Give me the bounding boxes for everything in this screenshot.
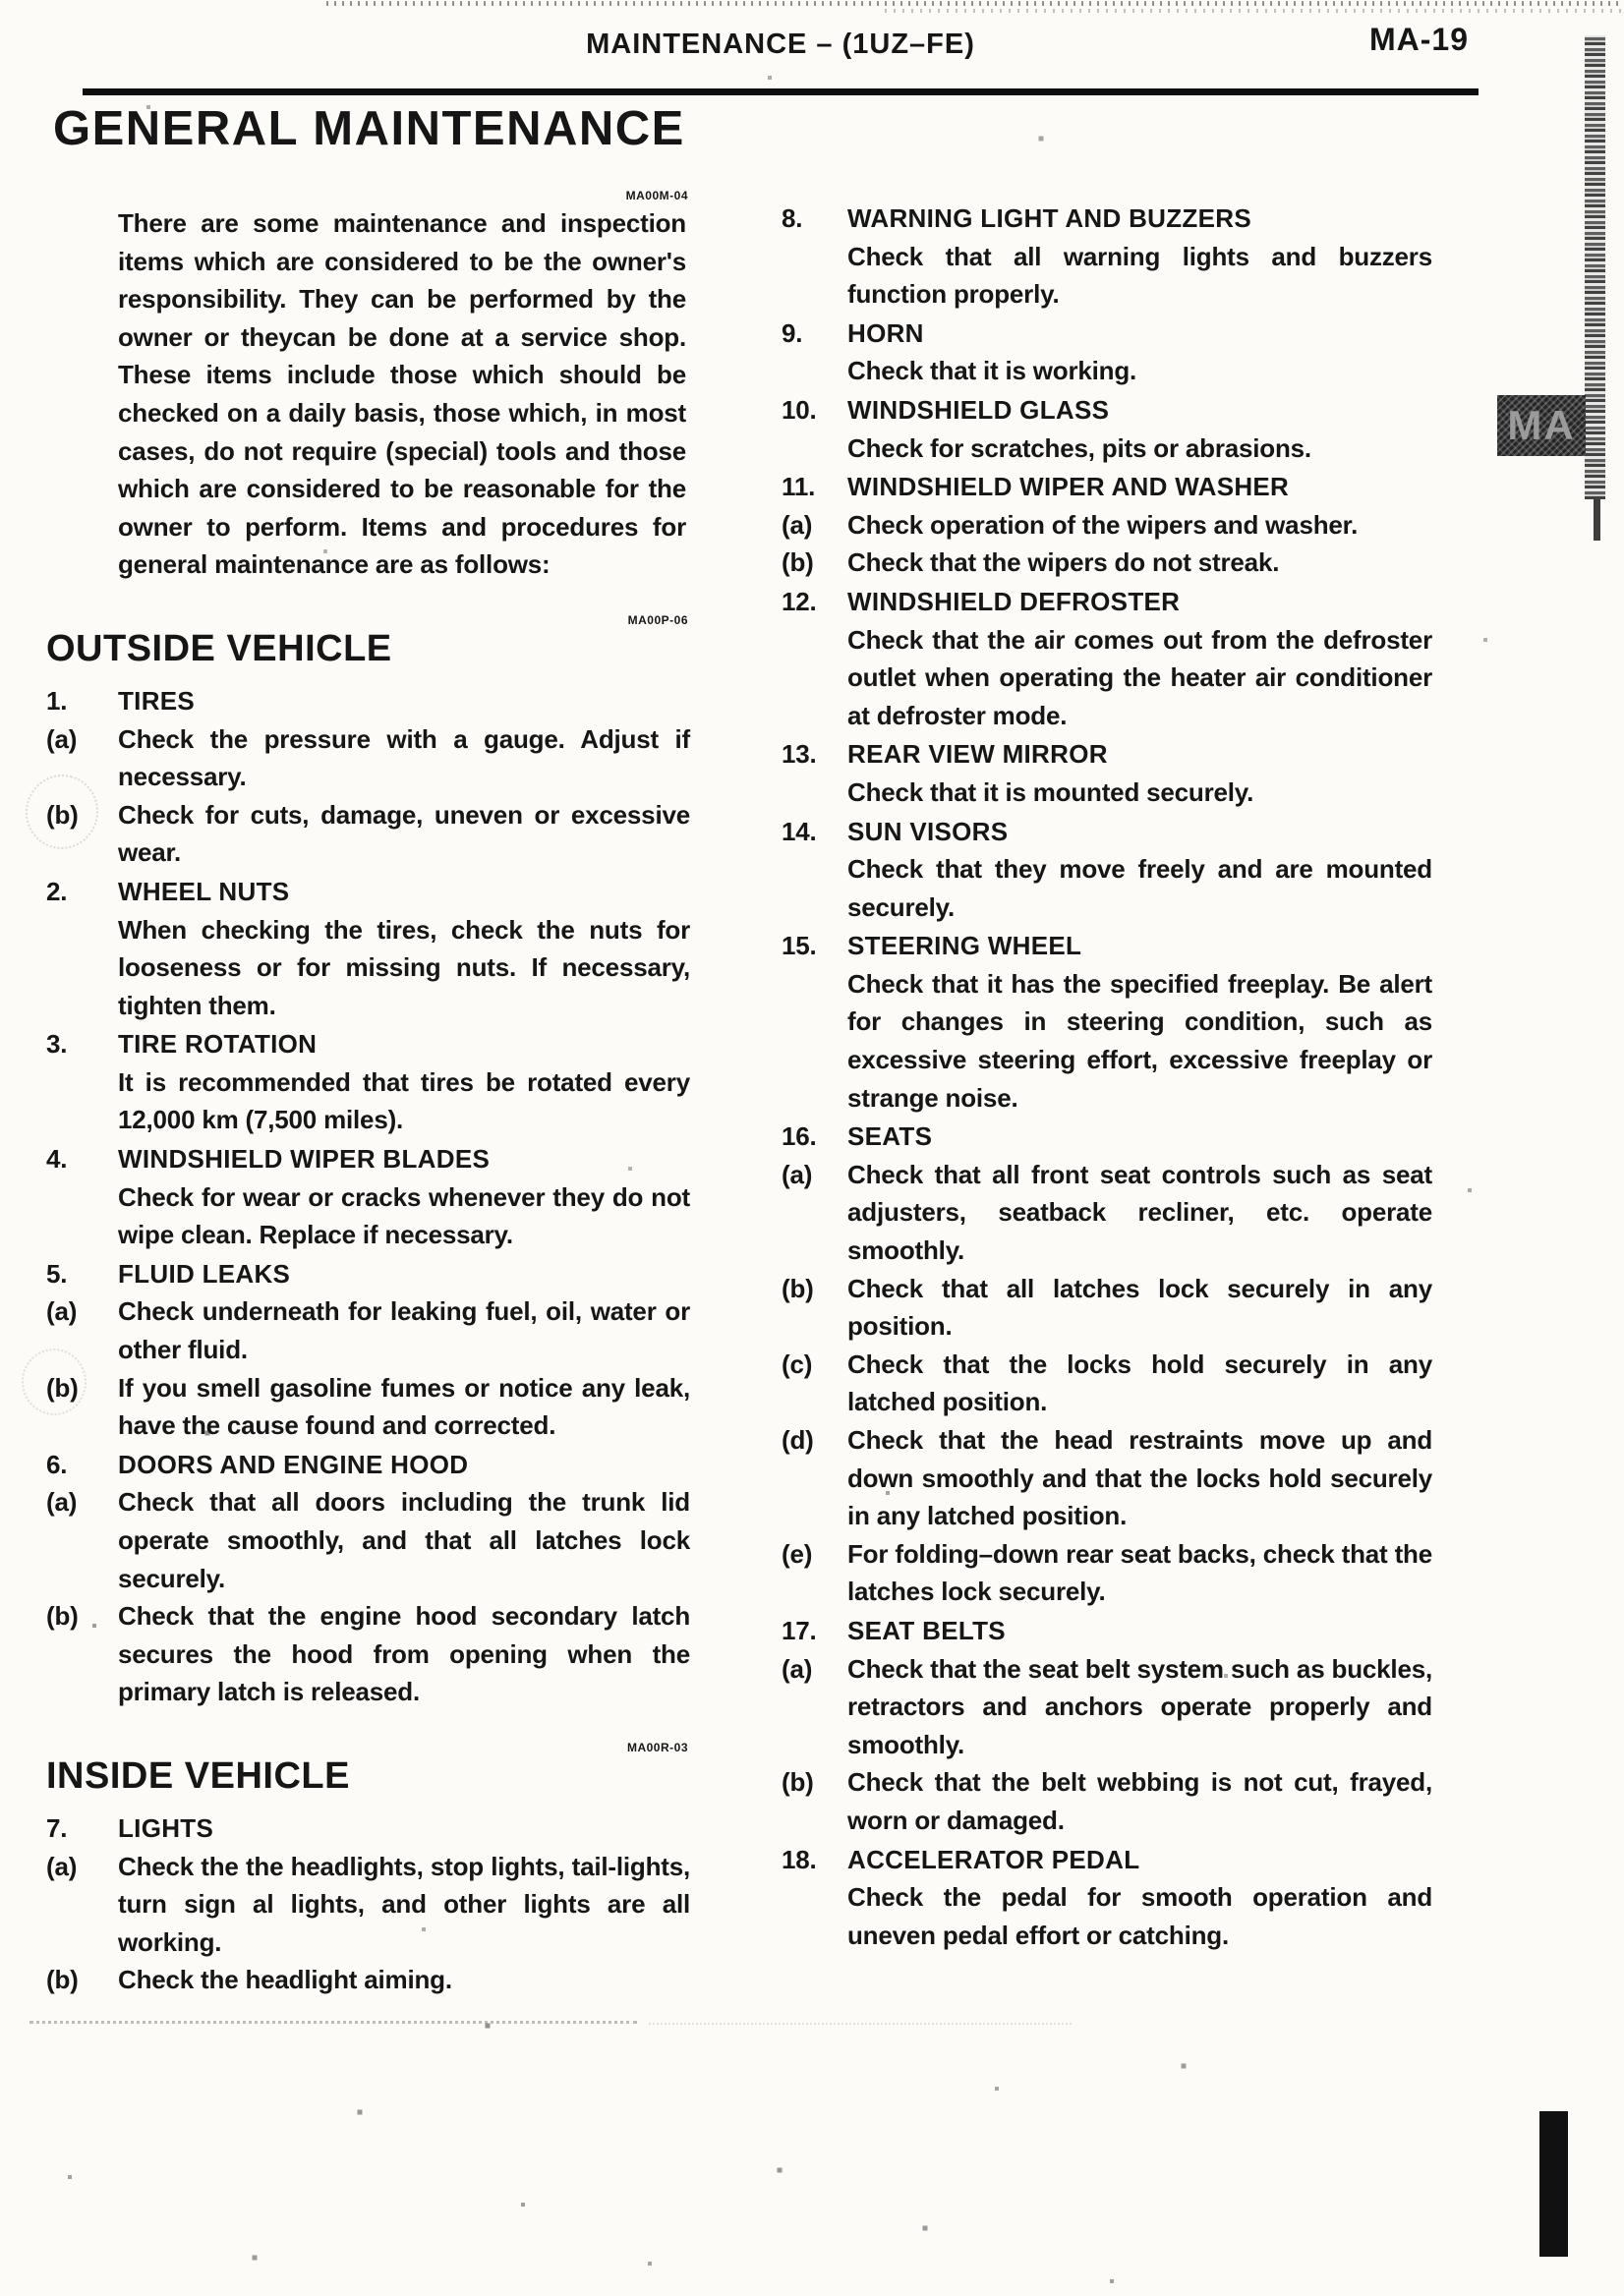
entry-label: (c): [782, 1349, 813, 1379]
item-number: 6.: [46, 1449, 68, 1479]
item-entry: [46, 720, 690, 796]
maintenance-item: [46, 682, 690, 872]
item-title-row: [46, 1446, 690, 1484]
item-number: 16.: [782, 1121, 817, 1152]
page-number: MA-19: [1368, 22, 1469, 57]
item-title: STEERING WHEEL: [847, 931, 1082, 961]
item-title: LIGHTS: [118, 1812, 214, 1843]
maintenance-item: [782, 1118, 1432, 1611]
item-title-row: [782, 735, 1432, 774]
entry-text: For folding–down rear seat backs, check that the latches lock securely.: [847, 1538, 1432, 1607]
item-number: 3.: [46, 1029, 68, 1060]
entry-text: Check the pressure with a gauge. Adjust if necessary.: [118, 723, 690, 792]
entry-text: Check that the head restraints move up and down smoothly and that the locks hold securely in any latched position.: [847, 1425, 1432, 1531]
entry-text: Check that the engine hood secondary latch secures the hood from opening when the primary latch is released.: [118, 1601, 690, 1707]
entry-label: (e): [782, 1538, 813, 1569]
item-title: WHEEL NUTS: [118, 876, 290, 906]
item-title: HORN: [847, 317, 924, 348]
entry-text: It is recommended that tires be rotated every 12,000 km (7,500 miles).: [118, 1066, 690, 1135]
page-title: GENERAL MAINTENANCE: [53, 102, 685, 155]
maintenance-item: [782, 927, 1432, 1117]
item-entry: [782, 238, 1432, 314]
item-number: 13.: [782, 739, 817, 770]
item-entry: [46, 1369, 690, 1445]
header-rule: [83, 88, 1479, 95]
item-title: WINDSHIELD DEFROSTER: [847, 586, 1181, 616]
maintenance-item: [46, 873, 690, 1024]
entry-text: Check the headlight aiming.: [118, 1965, 452, 1995]
entry-label: (a): [782, 509, 813, 540]
item-number: 1.: [46, 685, 68, 716]
item-entry: [782, 1535, 1432, 1611]
item-title-row: [782, 813, 1432, 851]
entry-text: Check for wear or cracks whenever they do not wipe clean. Replace if necessary.: [118, 1181, 690, 1250]
maintenance-item: [782, 391, 1432, 467]
maintenance-item: [782, 1612, 1432, 1840]
item-title: DOORS AND ENGINE HOOD: [118, 1449, 469, 1479]
intro-paragraph: There are some maintenance and inspection items which are considered to be the owner's responsibility. They can be performed by the owner or theycan be done at a service shop. These items include those which should be checked on a daily basis, those which, in most cases, do not require (special) tools and those which are considered to be reasonable for the owner to perform. Items and procedures for general maintenance are as follows:: [118, 208, 686, 580]
item-entry: [46, 1848, 690, 1962]
scan-edge-tick: [1594, 499, 1600, 541]
item-title-row: [782, 200, 1432, 238]
item-title-row: [782, 583, 1432, 621]
item-entry: [782, 1270, 1432, 1346]
item-title: REAR VIEW MIRROR: [847, 739, 1108, 770]
maintenance-item: [782, 735, 1432, 811]
item-entry: [46, 1961, 690, 1999]
entry-text: Check that the belt webbing is not cut, frayed, worn or damaged.: [847, 1767, 1432, 1835]
item-number: 7.: [46, 1812, 68, 1843]
item-entry: [782, 506, 1432, 545]
item-title: FLUID LEAKS: [118, 1258, 291, 1289]
print-code: MA00R-03: [626, 1740, 688, 1754]
entry-text: Check that the air comes out from the defroster outlet when operating the heater air conditioner at defroster mode.: [847, 624, 1432, 730]
item-title: WINDSHIELD WIPER AND WASHER: [847, 472, 1290, 502]
entry-label: (a): [782, 1653, 813, 1684]
scan-speckles: [0, 0, 2, 2]
entry-label: (a): [46, 1296, 78, 1327]
item-title: TIRE ROTATION: [118, 1029, 318, 1060]
entry-label: (a): [46, 1851, 78, 1881]
entry-text: Check that they move freely and are mounted securely.: [847, 854, 1432, 922]
maintenance-item: [46, 1025, 690, 1139]
item-title: SUN VISORS: [847, 816, 1009, 846]
item-title: SEATS: [847, 1121, 933, 1152]
entry-text: Check that it is working.: [847, 356, 1137, 386]
scan-noise-top-2: [885, 9, 1624, 13]
item-title-row: [782, 468, 1432, 506]
item-entry: [782, 544, 1432, 582]
section-heading-block: [46, 1741, 690, 1798]
entry-text: Check the pedal for smooth operation and uneven pedal effort or catching.: [847, 1882, 1432, 1950]
item-entry: [46, 796, 690, 872]
maintenance-item: [46, 1255, 690, 1445]
left-column: [46, 189, 690, 1999]
entry-label: (d): [782, 1425, 814, 1455]
entry-text: Check for scratches, pits or abrasions.: [847, 432, 1311, 463]
entry-text: Check that all latches lock securely in any position.: [847, 1273, 1432, 1342]
item-title-row: [46, 1255, 690, 1293]
entry-text: Check the the headlights, stop lights, tail-lights, turn sign al lights, and other lights are all working.: [118, 1851, 690, 1957]
item-number: 4.: [46, 1144, 68, 1175]
item-number: 17.: [782, 1615, 817, 1645]
item-number: 5.: [46, 1258, 68, 1289]
item-title-row: [46, 682, 690, 720]
print-code: MA00P-06: [627, 612, 688, 627]
item-number: 9.: [782, 317, 803, 348]
item-title: WARNING LIGHT AND BUZZERS: [847, 203, 1251, 233]
item-entry: [46, 911, 690, 1025]
item-title: ACCELERATOR PEDAL: [847, 1844, 1140, 1874]
entry-label: (a): [46, 1487, 78, 1518]
item-number: 18.: [782, 1844, 817, 1874]
item-entry: [46, 1597, 690, 1711]
item-title-row: [782, 1612, 1432, 1650]
maintenance-item: [782, 200, 1432, 314]
section-heading-block: [46, 613, 690, 670]
item-entry: [46, 1178, 690, 1254]
entry-text: Check that all doors including the trunk lid operate smoothly, and that all latches lock securely.: [118, 1487, 690, 1593]
item-title-row: [46, 1809, 690, 1848]
item-entry: [782, 1346, 1432, 1421]
item-entry: [782, 352, 1432, 390]
section-heading: OUTSIDE VEHICLE: [46, 627, 392, 669]
running-header-title: MAINTENANCE – (1UZ–FE): [586, 29, 975, 60]
item-entry: [782, 1421, 1432, 1535]
entry-text: When checking the tires, check the nuts for looseness or for missing nuts. If necessary, tighten them.: [118, 914, 690, 1020]
item-entry: [782, 774, 1432, 812]
entry-text: If you smell gasoline fumes or notice any leak, have the cause found and corrected.: [118, 1372, 690, 1441]
item-number: 12.: [782, 586, 817, 616]
maintenance-item: [782, 315, 1432, 390]
print-code: MA00M-04: [625, 189, 688, 202]
item-entry: [46, 1292, 690, 1368]
item-number: 11.: [782, 472, 816, 502]
intro-block: [46, 189, 690, 584]
scan-edge-strip: [1585, 35, 1605, 499]
item-title-row: [46, 873, 690, 911]
right-column: [782, 199, 1432, 1954]
entry-text: Check operation of the wipers and washer.: [847, 509, 1359, 540]
entry-text: Check that the locks hold securely in any latched position.: [847, 1349, 1432, 1417]
entry-text: Check for cuts, damage, uneven or excessive wear.: [118, 799, 690, 868]
entry-text: Check that it is mounted securely.: [847, 776, 1254, 807]
maintenance-item: [782, 813, 1432, 927]
item-number: 8.: [782, 203, 803, 233]
entry-label: (b): [46, 1965, 79, 1995]
scan-corner-bar: [1539, 2111, 1568, 2257]
item-title-row: [46, 1140, 690, 1178]
item-entry: [782, 621, 1432, 735]
item-title: WINDSHIELD GLASS: [847, 394, 1110, 425]
maintenance-item: [46, 1809, 690, 1999]
entry-text: Check that the seat belt system such as buckles, retractors and anchors operate properly and smoothly.: [847, 1653, 1432, 1759]
item-title: WINDSHIELD WIPER BLADES: [118, 1144, 491, 1175]
item-entry: [782, 850, 1432, 926]
entry-text: Check underneath for leaking fuel, oil, water or other fluid.: [118, 1296, 690, 1365]
item-title: SEAT BELTS: [847, 1615, 1006, 1645]
item-title: TIRES: [118, 685, 196, 716]
item-title-row: [782, 391, 1432, 430]
item-number: 2.: [46, 876, 68, 906]
section-heading: INSIDE VEHICLE: [46, 1754, 350, 1797]
entry-text: Check that all warning lights and buzzers function properly.: [847, 241, 1432, 310]
item-title-row: [46, 1025, 690, 1063]
item-entry: [782, 1156, 1432, 1270]
item-entry: [46, 1483, 690, 1597]
maintenance-item: [782, 583, 1432, 734]
item-title-row: [782, 1841, 1432, 1879]
maintenance-item: [782, 1841, 1432, 1955]
item-entry: [782, 1763, 1432, 1839]
section-edge-tab: [1497, 395, 1586, 456]
entry-text: Check that the wipers do not streak.: [847, 547, 1280, 578]
maintenance-item: [782, 468, 1432, 582]
scan-dotted-line-faint: [649, 2023, 1072, 2025]
entry-label: (b): [782, 547, 814, 578]
item-entry: [782, 965, 1432, 1117]
maintenance-item: [46, 1140, 690, 1254]
entry-text: Check that it has the specified freeplay. Be alert for changes in steering condition, such as excessive steering effort, excessive freeplay or strange noise.: [847, 968, 1432, 1113]
entry-label: (b): [46, 1372, 79, 1403]
entry-label: (a): [46, 723, 78, 754]
item-title-row: [782, 315, 1432, 353]
item-entry: [46, 1063, 690, 1139]
item-number: 15.: [782, 931, 817, 961]
scan-noise-top: [326, 1, 1624, 6]
entry-label: (a): [782, 1159, 813, 1189]
item-title-row: [782, 1118, 1432, 1156]
entry-text: Check that all front seat controls such as seat adjusters, seatback recliner, etc. operate smoothly.: [847, 1159, 1432, 1266]
entry-label: (b): [46, 799, 79, 830]
item-number: 14.: [782, 816, 817, 846]
item-entry: [782, 430, 1432, 468]
entry-label: (b): [782, 1767, 814, 1798]
section-edge-tab-label: MA: [1507, 402, 1576, 448]
item-title-row: [782, 927, 1432, 965]
entry-label: (b): [46, 1601, 79, 1632]
scan-dotted-line: [29, 2021, 637, 2024]
item-number: 10.: [782, 394, 817, 425]
item-entry: [782, 1878, 1432, 1954]
entry-label: (b): [782, 1273, 814, 1303]
maintenance-item: [46, 1446, 690, 1711]
item-entry: [782, 1650, 1432, 1764]
